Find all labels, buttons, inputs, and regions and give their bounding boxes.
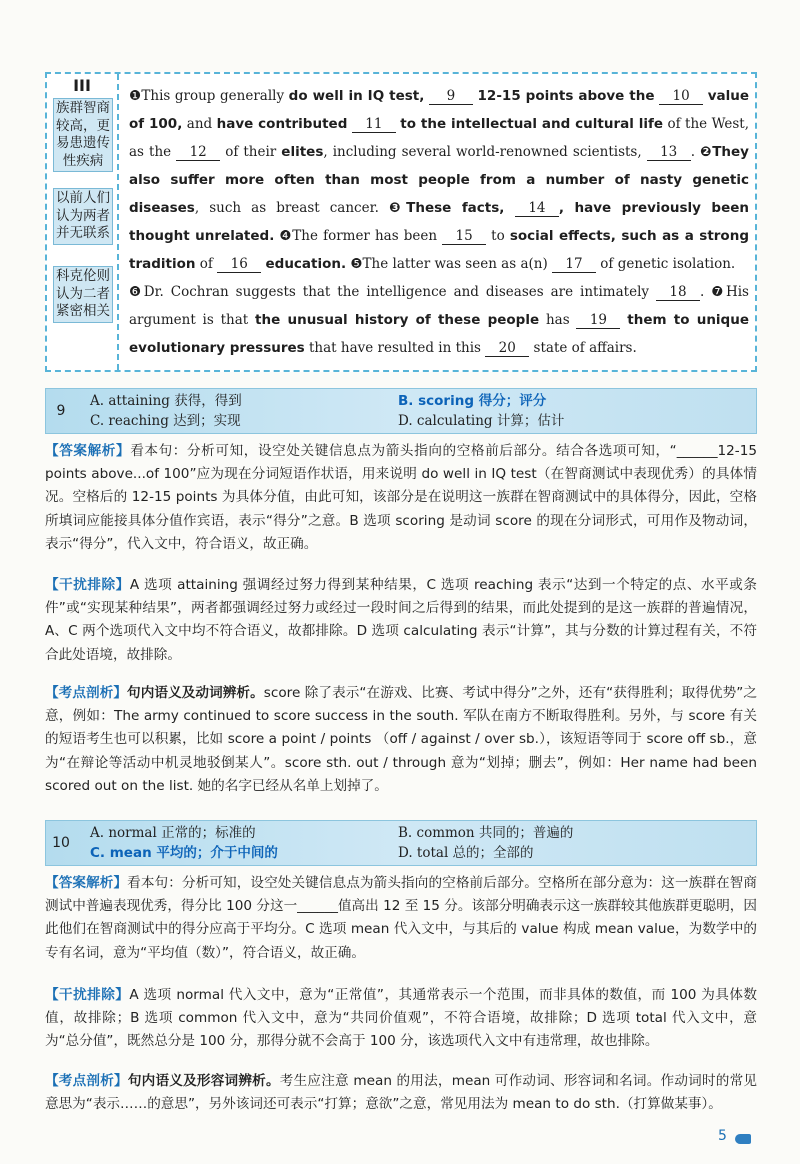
passage-span: that have resulted in this — [304, 340, 486, 356]
option-d: D. total 总的；全部的 — [398, 845, 534, 861]
question-10-options — [45, 820, 757, 866]
key-point-heading: 句内语义及动词辨析。 — [127, 685, 264, 701]
passage-span: of — [195, 256, 218, 272]
key-point-tag: 【考点剖析】 — [45, 1073, 128, 1089]
option-b-correct: B. scoring 得分；评分 — [398, 393, 547, 409]
blank-16: 16 — [217, 256, 261, 273]
question-9-options — [45, 388, 757, 434]
passage-key-phrase: elites — [281, 144, 324, 160]
answer-analysis-text: 看本句：分析可知，设空处关键信息点为箭头指向的空格前后部分。空格所在部分意为：这一族群在智商测试中普遍表现优秀，得分比 100 分这一______值高出 12 至 15 分。该部分明确表示这一族群较其他族群更聪明，因此他们在智商测试中的得分应高于平均分。C 选项 mean 代入文中，与其后的 value 构成 mean value，为数学中的专有名词，意为“平均值（数）”，符合语义，故正确。 — [45, 875, 758, 961]
sidebar-note-3: 科克伦则认为二者紧密相关 — [53, 266, 113, 323]
key-point-text: score 除了表示“在游戏、比赛、考试中得分”之外，还有“获得胜利；取得优势”之意，例如：The army continued to score success in the south. 军队在南方不断取得胜利。另外，与 score 有关的短语考生也可以积累，比如 score a point / points （off / against / over sb.），该短语等同于 score off sb.，意为“在辩论等活动中机灵地驳倒某人”。score sth. out / through 意为“划掉；删去”，例如：Her name had been scored out on the list. 她的名字已经从名单上划掉了。 — [45, 685, 758, 794]
sidebar-note-2: 以前人们认为两者并无联系 — [53, 188, 113, 245]
blank-12: 12 — [176, 144, 220, 161]
passage-sidebar — [47, 74, 119, 370]
option-d: D. calculating 计算；估计 — [398, 413, 565, 429]
section-number: III — [73, 76, 91, 95]
blank-14: 14 — [515, 200, 559, 217]
passage-span: of genetic isolation. — [596, 256, 736, 272]
passage-key-phrase: do well in IQ test, — [288, 88, 425, 104]
q10-distractor-elimination — [45, 984, 757, 1054]
q9-distractor-elimination — [45, 574, 757, 667]
passage-span: ❺The latter was seen as a(n) — [346, 256, 553, 272]
passage-span: ❶This group generally — [129, 88, 289, 104]
passage-span: and — [182, 116, 217, 132]
q9-answer-analysis — [45, 440, 757, 556]
blank-20: 20 — [485, 340, 529, 357]
passage-key-phrase: value of 100, — [129, 88, 750, 132]
option-a: A. attaining 获得，得到 — [90, 393, 242, 409]
passage-key-phrase: to the intellectual and cultural life — [400, 116, 664, 132]
passage-span: to — [486, 228, 510, 244]
passage-span: of the West, as the — [129, 116, 750, 160]
distractor-text: A 选项 normal 代入文中，意为“正常值”，其通常表示一个范围，而非具体的数值，而 100 为具体数值，故排除；B 选项 common 代入文中，意为“共同价值观”，不符合语境，故排除；D 选项 total 代入文中，意为“总分值”，既然总分是 100 分，那得分就不会高于 100 分，该选项代入文中有违常理，故也排除。 — [45, 987, 757, 1050]
passage-span: has — [539, 312, 577, 328]
passage-span: ❹The former has been — [274, 228, 443, 244]
key-point-tag: 【考点剖析】 — [45, 685, 128, 701]
passage-key-phrase: them to unique evolutionary pressures — [129, 312, 749, 356]
passage-key-phrase: social effects, such as a strong tradition — [129, 228, 749, 272]
passage-span: ❻Dr. Cochran suggests that the intelligence and diseases are intimately — [129, 284, 656, 300]
distractor-tag: 【干扰排除】 — [45, 577, 130, 593]
distractor-tag: 【干扰排除】 — [45, 987, 130, 1003]
distractor-text: A 选项 attaining 强调经过努力得到某种结果，C 选项 reaching 表示“达到一个特定的点、水平或条件”或“实现某种结果”，两者都强调经过努力或经过一段时间之后得到的结果，而此处提到的是这一族群的普遍情况，A、C 两个选项代入文中均不符合语义，故都排除。D 选项 calculating 表示“计算”，其与分数的计算过程有关，不符合此处语境，故排除。 — [45, 577, 758, 663]
blank-19: 19 — [576, 312, 620, 329]
sidebar-note-1: 族群智商较高，更易患遗传性疾病 — [53, 98, 113, 172]
question-number: 10 — [52, 835, 70, 851]
blank-10: 10 — [659, 88, 703, 105]
blank-18: 18 — [656, 284, 700, 301]
key-point-text: 考生应注意 mean 的用法，mean 可作动词、形容词和名词。作动词时的常见意思为“表示……的意思”，另外该词还可表示“打算；意欲”之意，常见用法为 mean to do sth.（打算做某事）。 — [45, 1073, 757, 1113]
blank-9: 9 — [429, 88, 473, 105]
q9-key-point — [45, 682, 757, 798]
page-marker-icon — [735, 1134, 751, 1144]
q10-answer-analysis — [45, 872, 757, 965]
passage-span: . — [690, 144, 701, 160]
passage-span: of their — [220, 144, 282, 160]
passage-key-phrase: ❷They also suffer more often than most people from a number of nasty genetic diseases — [129, 144, 749, 216]
answer-analysis-tag: 【答案解析】 — [45, 875, 128, 891]
passage-box — [45, 72, 757, 372]
option-c-correct: C. mean 平均的；介于中间的 — [90, 845, 278, 861]
page-number: 5 — [718, 1128, 727, 1144]
passage-key-phrase: the unusual history of these people — [255, 312, 540, 328]
passage-span: , such as breast cancer. — [194, 200, 389, 216]
blank-13: 13 — [647, 144, 691, 161]
blank-17: 17 — [552, 256, 596, 273]
question-number: 9 — [56, 403, 66, 419]
passage-key-phrase: education. — [265, 256, 347, 272]
q10-key-point — [45, 1070, 757, 1116]
option-b: B. common 共同的；普遍的 — [398, 825, 574, 841]
passage-text — [129, 82, 749, 362]
answer-analysis-tag: 【答案解析】 — [45, 443, 131, 459]
key-point-heading: 句内语义及形容词辨析。 — [127, 1073, 280, 1089]
passage-key-phrase: , have previously been thought unrelated. — [129, 200, 749, 244]
passage-key-phrase: have contributed — [216, 116, 348, 132]
option-c: C. reaching 达到；实现 — [90, 413, 241, 429]
passage-key-phrase: ❸These facts, — [388, 200, 515, 216]
option-a: A. normal 正常的；标准的 — [90, 825, 256, 841]
blank-15: 15 — [442, 228, 486, 245]
blank-11: 11 — [352, 116, 396, 133]
passage-span: state of affairs. — [529, 340, 637, 356]
answer-analysis-text: 看本句：分析可知，设空处关键信息点为箭头指向的空格前后部分。结合各选项可知，“______12-15 points above...of 100”应为现在分词短语作状语，用来说明 do well in IQ test（在智商测试中表现优秀）的具体情况。空格后的 12-15 points 为具体分值，由此可知，该部分是在说明这一族群在智商测试中的具体得分，因此，空格所填词应能接具体分值作宾语，表示“得分”之意。B 选项 scoring 是动词 score 的现在分词形式，可用作及物动词，表示“得分”，代入文中，符合语义，故正确。 — [45, 443, 757, 552]
passage-key-phrase: 12-15 points above the — [477, 88, 655, 104]
passage-span: , including several world-renowned scientists, — [323, 144, 647, 160]
passage-span: . ❼His argument is that — [129, 284, 749, 328]
